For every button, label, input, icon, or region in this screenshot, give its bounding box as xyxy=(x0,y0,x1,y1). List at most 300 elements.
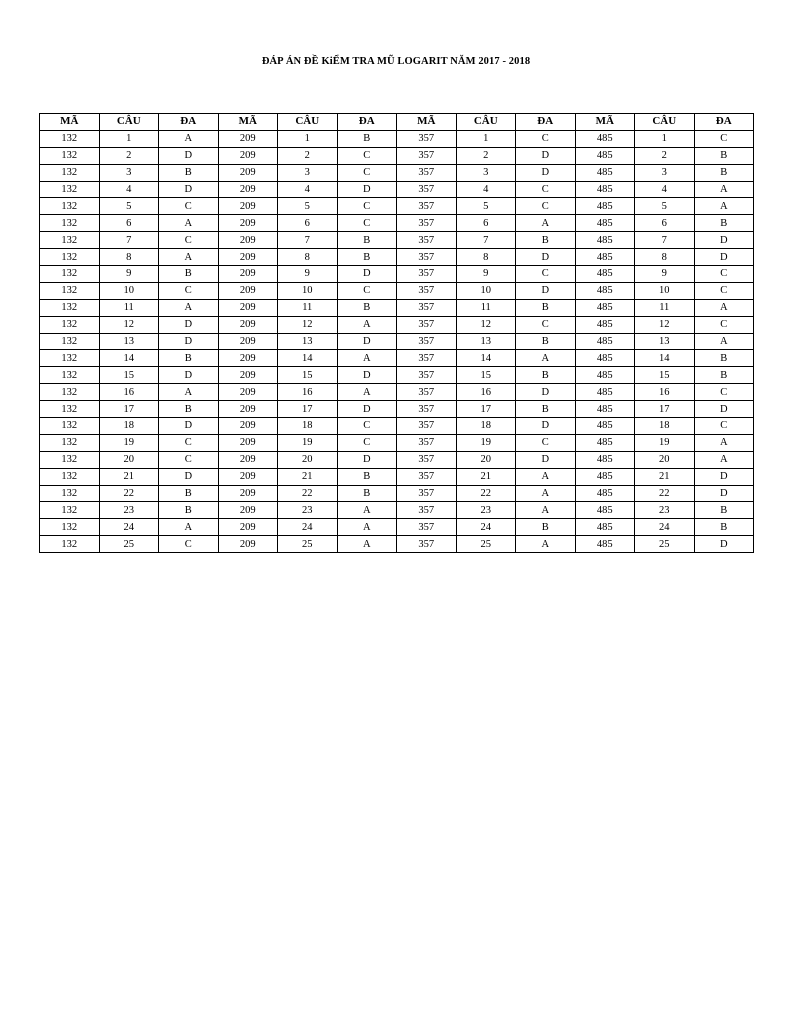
cell-code: 485 xyxy=(575,147,635,164)
cell-answer: D xyxy=(516,282,576,299)
cell-code: 485 xyxy=(575,282,635,299)
cell-answer: C xyxy=(337,147,397,164)
cell-question: 13 xyxy=(635,333,695,350)
table-body xyxy=(40,130,754,552)
cell-code: 209 xyxy=(218,130,278,147)
column-header-question: CÂU xyxy=(456,114,516,131)
cell-question: 23 xyxy=(635,502,695,519)
table-row xyxy=(40,130,754,147)
cell-answer: D xyxy=(694,249,754,266)
cell-answer: D xyxy=(159,468,219,485)
cell-code: 209 xyxy=(218,418,278,435)
cell-question: 21 xyxy=(278,468,338,485)
cell-code: 357 xyxy=(397,333,457,350)
cell-code: 485 xyxy=(575,164,635,181)
cell-question: 19 xyxy=(635,434,695,451)
cell-question: 16 xyxy=(278,384,338,401)
cell-answer: B xyxy=(516,299,576,316)
cell-answer: D xyxy=(516,164,576,181)
cell-question: 5 xyxy=(456,198,516,215)
cell-code: 209 xyxy=(218,316,278,333)
cell-question: 12 xyxy=(99,316,159,333)
cell-question: 21 xyxy=(456,468,516,485)
cell-question: 21 xyxy=(99,468,159,485)
cell-question: 25 xyxy=(99,536,159,553)
cell-question: 24 xyxy=(456,519,516,536)
column-header-question: CÂU xyxy=(99,114,159,131)
cell-answer: B xyxy=(159,502,219,519)
cell-question: 8 xyxy=(456,249,516,266)
cell-code: 132 xyxy=(40,367,100,384)
cell-question: 10 xyxy=(278,282,338,299)
cell-code: 357 xyxy=(397,536,457,553)
cell-code: 132 xyxy=(40,519,100,536)
answer-key-table xyxy=(39,113,754,553)
cell-question: 1 xyxy=(456,130,516,147)
cell-code: 132 xyxy=(40,316,100,333)
cell-question: 18 xyxy=(99,418,159,435)
cell-answer: A xyxy=(159,299,219,316)
cell-question: 12 xyxy=(456,316,516,333)
cell-code: 132 xyxy=(40,350,100,367)
column-header-question: CÂU xyxy=(278,114,338,131)
cell-answer: D xyxy=(159,316,219,333)
cell-question: 9 xyxy=(99,266,159,283)
cell-question: 3 xyxy=(278,164,338,181)
cell-code: 209 xyxy=(218,299,278,316)
cell-answer: A xyxy=(516,350,576,367)
cell-code: 485 xyxy=(575,350,635,367)
cell-answer: C xyxy=(337,164,397,181)
cell-code: 209 xyxy=(218,485,278,502)
cell-question: 5 xyxy=(635,198,695,215)
cell-question: 24 xyxy=(278,519,338,536)
cell-question: 24 xyxy=(635,519,695,536)
cell-question: 1 xyxy=(635,130,695,147)
cell-question: 17 xyxy=(99,401,159,418)
cell-code: 485 xyxy=(575,316,635,333)
column-header-question: CÂU xyxy=(635,114,695,131)
cell-question: 3 xyxy=(635,164,695,181)
cell-question: 22 xyxy=(456,485,516,502)
cell-answer: C xyxy=(694,418,754,435)
cell-answer: C xyxy=(337,418,397,435)
cell-question: 11 xyxy=(99,299,159,316)
cell-code: 209 xyxy=(218,468,278,485)
cell-answer: A xyxy=(516,502,576,519)
cell-answer: B xyxy=(159,164,219,181)
cell-answer: D xyxy=(694,536,754,553)
table-row xyxy=(40,451,754,468)
cell-code: 485 xyxy=(575,485,635,502)
cell-answer: B xyxy=(694,350,754,367)
cell-answer: D xyxy=(337,451,397,468)
cell-question: 8 xyxy=(99,249,159,266)
cell-answer: D xyxy=(337,401,397,418)
cell-question: 10 xyxy=(456,282,516,299)
cell-code: 209 xyxy=(218,282,278,299)
table-row xyxy=(40,418,754,435)
cell-answer: D xyxy=(159,181,219,198)
cell-question: 15 xyxy=(99,367,159,384)
cell-code: 485 xyxy=(575,418,635,435)
column-header-code: MÃ xyxy=(397,114,457,131)
cell-answer: B xyxy=(337,299,397,316)
cell-code: 357 xyxy=(397,164,457,181)
cell-answer: A xyxy=(337,384,397,401)
cell-code: 357 xyxy=(397,232,457,249)
cell-question: 10 xyxy=(99,282,159,299)
cell-question: 5 xyxy=(278,198,338,215)
cell-code: 485 xyxy=(575,130,635,147)
cell-answer: C xyxy=(159,451,219,468)
cell-question: 20 xyxy=(456,451,516,468)
cell-code: 209 xyxy=(218,333,278,350)
cell-question: 14 xyxy=(635,350,695,367)
cell-answer: A xyxy=(159,130,219,147)
cell-question: 12 xyxy=(278,316,338,333)
cell-question: 23 xyxy=(456,502,516,519)
cell-question: 16 xyxy=(99,384,159,401)
cell-question: 22 xyxy=(278,485,338,502)
cell-question: 7 xyxy=(99,232,159,249)
cell-code: 485 xyxy=(575,198,635,215)
cell-answer: D xyxy=(337,333,397,350)
table-row xyxy=(40,249,754,266)
cell-answer: D xyxy=(694,401,754,418)
cell-question: 2 xyxy=(278,147,338,164)
cell-question: 16 xyxy=(635,384,695,401)
cell-code: 209 xyxy=(218,147,278,164)
cell-question: 15 xyxy=(456,367,516,384)
table-row xyxy=(40,485,754,502)
cell-question: 6 xyxy=(635,215,695,232)
cell-code: 209 xyxy=(218,434,278,451)
cell-code: 357 xyxy=(397,316,457,333)
cell-answer: B xyxy=(159,266,219,283)
cell-question: 23 xyxy=(99,502,159,519)
document-title: ĐÁP ÁN ĐỀ KiỂM TRA MŨ LOGARIT NĂM 2017 - 2018 xyxy=(261,56,531,67)
cell-question: 17 xyxy=(635,401,695,418)
cell-code: 132 xyxy=(40,147,100,164)
cell-code: 132 xyxy=(40,502,100,519)
cell-code: 357 xyxy=(397,418,457,435)
cell-code: 357 xyxy=(397,282,457,299)
cell-question: 9 xyxy=(635,266,695,283)
cell-question: 4 xyxy=(456,181,516,198)
cell-code: 357 xyxy=(397,181,457,198)
table-row xyxy=(40,299,754,316)
table-row xyxy=(40,502,754,519)
cell-question: 24 xyxy=(99,519,159,536)
cell-answer: B xyxy=(516,519,576,536)
cell-answer: B xyxy=(694,147,754,164)
table-row xyxy=(40,333,754,350)
cell-question: 25 xyxy=(456,536,516,553)
cell-code: 357 xyxy=(397,451,457,468)
cell-answer: C xyxy=(337,198,397,215)
table-row xyxy=(40,536,754,553)
cell-code: 132 xyxy=(40,485,100,502)
cell-question: 1 xyxy=(99,130,159,147)
cell-question: 7 xyxy=(278,232,338,249)
cell-question: 20 xyxy=(635,451,695,468)
table-row xyxy=(40,434,754,451)
column-header-answer: ĐA xyxy=(516,114,576,131)
cell-question: 4 xyxy=(278,181,338,198)
cell-answer: B xyxy=(516,232,576,249)
table-row xyxy=(40,316,754,333)
cell-question: 16 xyxy=(456,384,516,401)
cell-question: 19 xyxy=(99,434,159,451)
cell-question: 7 xyxy=(635,232,695,249)
cell-code: 132 xyxy=(40,468,100,485)
cell-code: 209 xyxy=(218,350,278,367)
table-row xyxy=(40,384,754,401)
cell-code: 132 xyxy=(40,266,100,283)
cell-question: 13 xyxy=(456,333,516,350)
cell-question: 11 xyxy=(278,299,338,316)
cell-code: 357 xyxy=(397,266,457,283)
cell-code: 132 xyxy=(40,198,100,215)
cell-answer: C xyxy=(516,198,576,215)
cell-code: 357 xyxy=(397,485,457,502)
cell-answer: B xyxy=(159,350,219,367)
table-row xyxy=(40,266,754,283)
cell-answer: B xyxy=(694,519,754,536)
cell-answer: B xyxy=(159,401,219,418)
cell-question: 17 xyxy=(278,401,338,418)
cell-question: 14 xyxy=(278,350,338,367)
table-row xyxy=(40,232,754,249)
column-header-answer: ĐA xyxy=(337,114,397,131)
cell-question: 12 xyxy=(635,316,695,333)
cell-code: 209 xyxy=(218,232,278,249)
cell-question: 25 xyxy=(635,536,695,553)
cell-code: 209 xyxy=(218,519,278,536)
table-row xyxy=(40,198,754,215)
cell-answer: C xyxy=(516,434,576,451)
cell-code: 132 xyxy=(40,215,100,232)
cell-answer: D xyxy=(337,367,397,384)
cell-question: 3 xyxy=(456,164,516,181)
cell-code: 209 xyxy=(218,451,278,468)
cell-question: 13 xyxy=(278,333,338,350)
cell-answer: B xyxy=(694,502,754,519)
cell-answer: D xyxy=(694,232,754,249)
cell-answer: A xyxy=(694,198,754,215)
cell-code: 357 xyxy=(397,519,457,536)
cell-answer: A xyxy=(694,451,754,468)
cell-code: 357 xyxy=(397,401,457,418)
cell-code: 485 xyxy=(575,249,635,266)
cell-answer: C xyxy=(159,536,219,553)
cell-question: 8 xyxy=(635,249,695,266)
cell-answer: A xyxy=(159,249,219,266)
cell-code: 485 xyxy=(575,519,635,536)
cell-answer: A xyxy=(337,350,397,367)
cell-code: 485 xyxy=(575,367,635,384)
cell-code: 209 xyxy=(218,266,278,283)
table-row xyxy=(40,282,754,299)
cell-question: 2 xyxy=(99,147,159,164)
cell-code: 485 xyxy=(575,181,635,198)
cell-code: 209 xyxy=(218,367,278,384)
cell-answer: A xyxy=(159,384,219,401)
cell-code: 209 xyxy=(218,215,278,232)
cell-answer: A xyxy=(337,519,397,536)
cell-code: 485 xyxy=(575,215,635,232)
cell-code: 132 xyxy=(40,384,100,401)
cell-code: 209 xyxy=(218,198,278,215)
cell-answer: C xyxy=(516,181,576,198)
cell-answer: D xyxy=(694,485,754,502)
table-row xyxy=(40,350,754,367)
cell-answer: A xyxy=(516,215,576,232)
cell-code: 357 xyxy=(397,502,457,519)
cell-answer: C xyxy=(337,282,397,299)
cell-code: 357 xyxy=(397,147,457,164)
cell-code: 209 xyxy=(218,401,278,418)
cell-code: 132 xyxy=(40,299,100,316)
cell-code: 132 xyxy=(40,333,100,350)
cell-answer: D xyxy=(516,384,576,401)
cell-question: 18 xyxy=(635,418,695,435)
cell-code: 485 xyxy=(575,384,635,401)
cell-answer: B xyxy=(694,215,754,232)
cell-answer: C xyxy=(516,316,576,333)
cell-answer: A xyxy=(694,299,754,316)
column-header-code: MÃ xyxy=(575,114,635,131)
cell-answer: A xyxy=(694,181,754,198)
cell-code: 357 xyxy=(397,130,457,147)
cell-question: 2 xyxy=(456,147,516,164)
cell-code: 485 xyxy=(575,333,635,350)
cell-answer: A xyxy=(159,519,219,536)
cell-code: 209 xyxy=(218,164,278,181)
cell-answer: B xyxy=(337,232,397,249)
cell-code: 209 xyxy=(218,502,278,519)
cell-answer: D xyxy=(694,468,754,485)
cell-code: 357 xyxy=(397,468,457,485)
column-header-code: MÃ xyxy=(218,114,278,131)
cell-question: 10 xyxy=(635,282,695,299)
cell-answer: B xyxy=(694,367,754,384)
cell-question: 20 xyxy=(99,451,159,468)
cell-code: 485 xyxy=(575,266,635,283)
cell-code: 132 xyxy=(40,418,100,435)
cell-question: 23 xyxy=(278,502,338,519)
cell-answer: B xyxy=(516,367,576,384)
cell-answer: C xyxy=(694,130,754,147)
cell-question: 14 xyxy=(99,350,159,367)
cell-answer: C xyxy=(694,384,754,401)
cell-answer: A xyxy=(337,502,397,519)
cell-question: 22 xyxy=(99,485,159,502)
cell-code: 132 xyxy=(40,401,100,418)
cell-question: 1 xyxy=(278,130,338,147)
cell-answer: B xyxy=(337,130,397,147)
cell-code: 209 xyxy=(218,181,278,198)
cell-code: 485 xyxy=(575,536,635,553)
cell-question: 2 xyxy=(635,147,695,164)
table-row xyxy=(40,164,754,181)
cell-answer: D xyxy=(159,367,219,384)
cell-answer: C xyxy=(694,316,754,333)
cell-code: 357 xyxy=(397,215,457,232)
cell-answer: C xyxy=(159,198,219,215)
cell-answer: C xyxy=(694,282,754,299)
cell-answer: C xyxy=(159,282,219,299)
cell-question: 14 xyxy=(456,350,516,367)
cell-question: 17 xyxy=(456,401,516,418)
cell-answer: C xyxy=(159,434,219,451)
cell-answer: B xyxy=(516,333,576,350)
cell-question: 21 xyxy=(635,468,695,485)
cell-answer: A xyxy=(516,485,576,502)
cell-question: 19 xyxy=(278,434,338,451)
cell-code: 357 xyxy=(397,350,457,367)
cell-answer: B xyxy=(337,468,397,485)
cell-code: 357 xyxy=(397,367,457,384)
table-row xyxy=(40,519,754,536)
cell-question: 9 xyxy=(278,266,338,283)
cell-code: 485 xyxy=(575,401,635,418)
cell-question: 18 xyxy=(456,418,516,435)
cell-code: 485 xyxy=(575,502,635,519)
cell-code: 357 xyxy=(397,434,457,451)
cell-answer: D xyxy=(516,451,576,468)
cell-answer: A xyxy=(516,468,576,485)
cell-answer: A xyxy=(337,316,397,333)
cell-answer: B xyxy=(337,485,397,502)
cell-question: 3 xyxy=(99,164,159,181)
column-header-answer: ĐA xyxy=(159,114,219,131)
cell-code: 132 xyxy=(40,536,100,553)
cell-code: 485 xyxy=(575,468,635,485)
table-row xyxy=(40,181,754,198)
cell-answer: C xyxy=(516,130,576,147)
cell-code: 485 xyxy=(575,451,635,468)
cell-answer: A xyxy=(159,215,219,232)
cell-answer: B xyxy=(516,401,576,418)
cell-answer: B xyxy=(694,164,754,181)
cell-answer: D xyxy=(337,181,397,198)
cell-answer: C xyxy=(337,434,397,451)
cell-answer: A xyxy=(694,434,754,451)
table-row xyxy=(40,401,754,418)
cell-code: 357 xyxy=(397,384,457,401)
cell-question: 19 xyxy=(456,434,516,451)
cell-question: 9 xyxy=(456,266,516,283)
cell-answer: D xyxy=(159,147,219,164)
cell-question: 4 xyxy=(635,181,695,198)
cell-code: 132 xyxy=(40,282,100,299)
table-header-row xyxy=(40,114,754,131)
cell-code: 357 xyxy=(397,249,457,266)
cell-answer: C xyxy=(516,266,576,283)
cell-question: 6 xyxy=(99,215,159,232)
cell-code: 132 xyxy=(40,164,100,181)
cell-code: 132 xyxy=(40,130,100,147)
cell-code: 485 xyxy=(575,434,635,451)
cell-code: 485 xyxy=(575,232,635,249)
cell-question: 6 xyxy=(278,215,338,232)
cell-question: 11 xyxy=(456,299,516,316)
cell-question: 22 xyxy=(635,485,695,502)
cell-answer: D xyxy=(516,418,576,435)
table-row xyxy=(40,367,754,384)
